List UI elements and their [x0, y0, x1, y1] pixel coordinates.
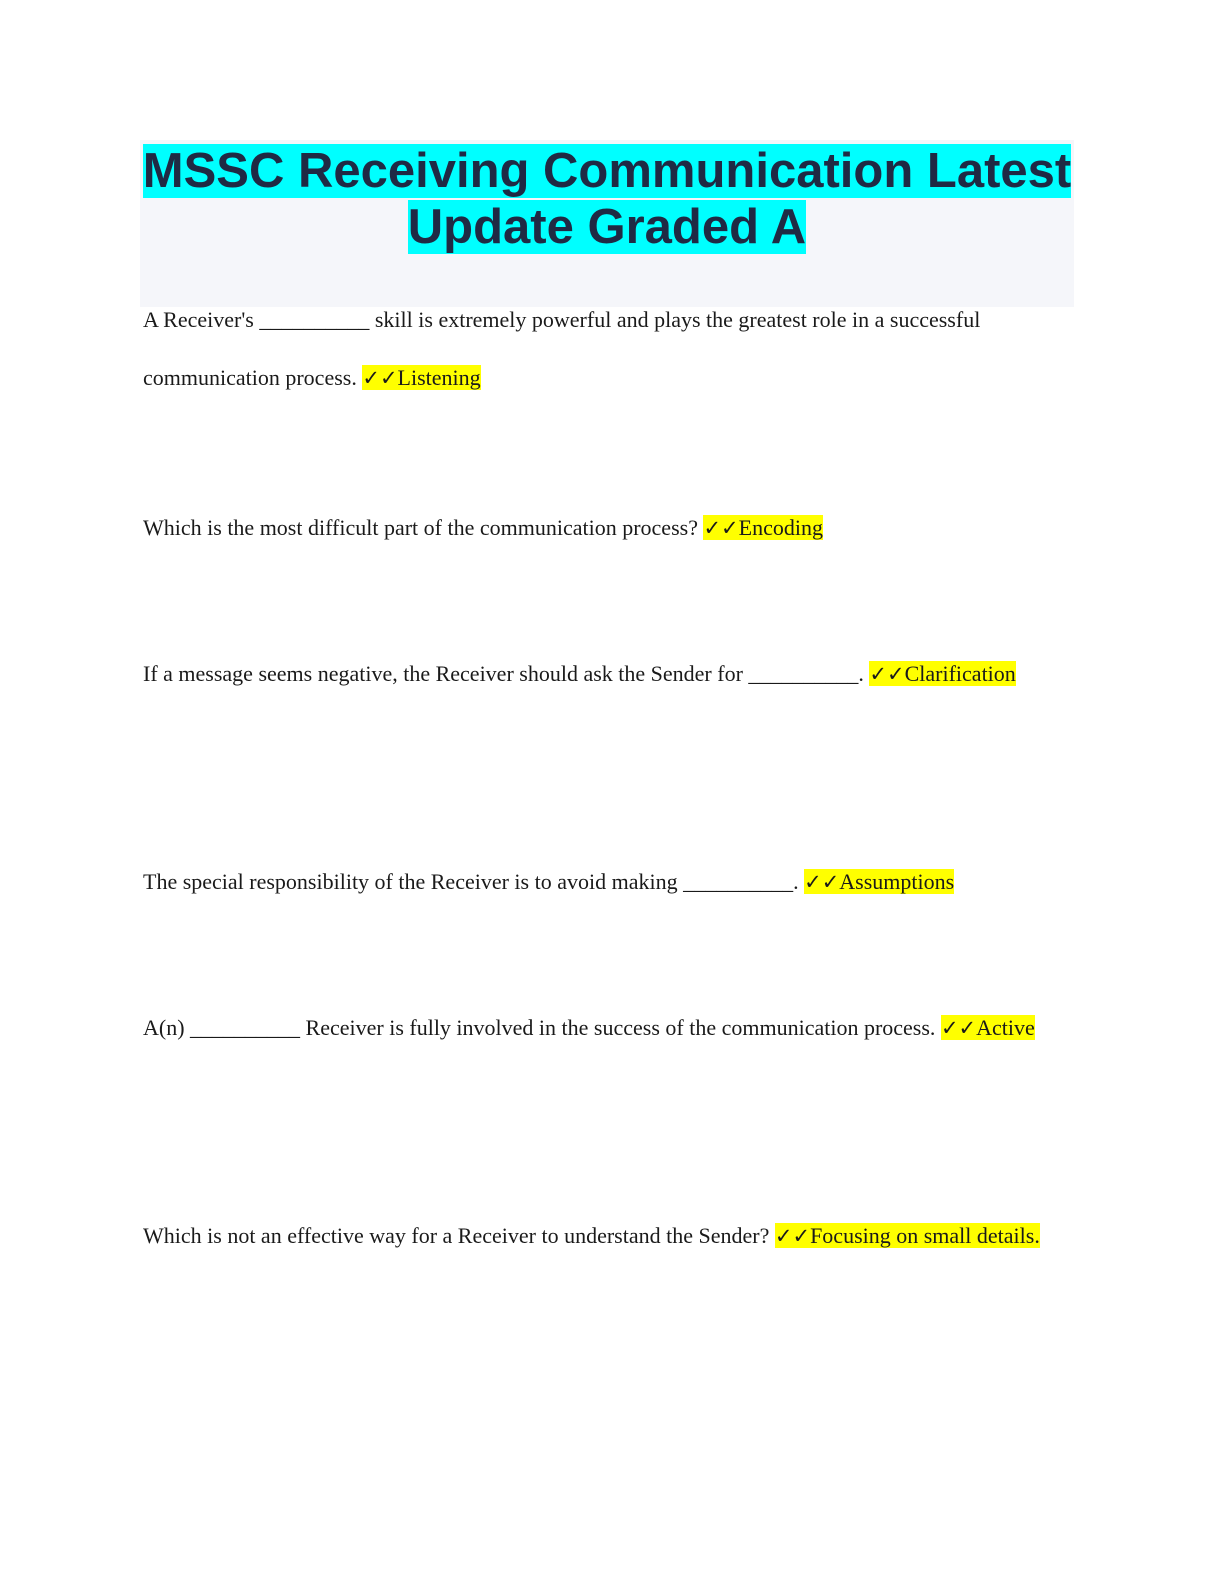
- answer-text: Encoding: [738, 515, 823, 540]
- question-text: A Receiver's __________ skill is extremely powerful and plays the greatest role in a successful communication process.: [143, 307, 981, 390]
- qa-item-2: [143, 499, 1073, 557]
- answer-highlight: [941, 1015, 1035, 1040]
- question-text: If a message seems negative, the Receiver should ask the Sender for __________.: [143, 661, 870, 686]
- question-text: Which is the most difficult part of the communication process?: [143, 515, 704, 540]
- check-mark-icon: ✓✓: [869, 662, 905, 686]
- question-text: The special responsibility of the Receiver is to avoid making __________.: [143, 869, 805, 894]
- answer-highlight: [869, 661, 1015, 686]
- answer-text: Listening: [397, 365, 481, 390]
- check-mark-icon: ✓✓: [774, 1224, 811, 1248]
- question-text: Which is not an effective way for a Receiver to understand the Sender?: [143, 1223, 775, 1248]
- title-box: [140, 140, 1074, 307]
- qa-item-4: [143, 853, 1073, 911]
- check-mark-icon: ✓✓: [703, 516, 739, 540]
- answer-highlight: [703, 515, 823, 540]
- answer-text: Assumptions: [839, 869, 955, 894]
- question-text: A(n) __________ Receiver is fully involved in the success of the communication process.: [143, 1015, 941, 1040]
- answer-text: Active: [976, 1015, 1035, 1040]
- qa-item-6: [143, 1207, 1073, 1265]
- answer-text: Clarification: [904, 661, 1016, 686]
- qa-item-5: [143, 999, 1073, 1057]
- document-title-text: MSSC Receiving Communication Latest Update Graded A: [142, 144, 1072, 254]
- answer-highlight: [775, 1223, 1040, 1248]
- check-mark-icon: ✓✓: [804, 870, 840, 894]
- answer-text: Focusing on small details.: [810, 1223, 1040, 1248]
- answer-highlight: [804, 869, 954, 894]
- check-mark-icon: ✓✓: [940, 1016, 977, 1040]
- qa-item-1: [143, 291, 1073, 407]
- check-mark-icon: ✓✓: [362, 366, 398, 390]
- document-title: [140, 140, 1074, 255]
- answer-highlight: [362, 365, 480, 390]
- qa-item-3: [143, 645, 1073, 703]
